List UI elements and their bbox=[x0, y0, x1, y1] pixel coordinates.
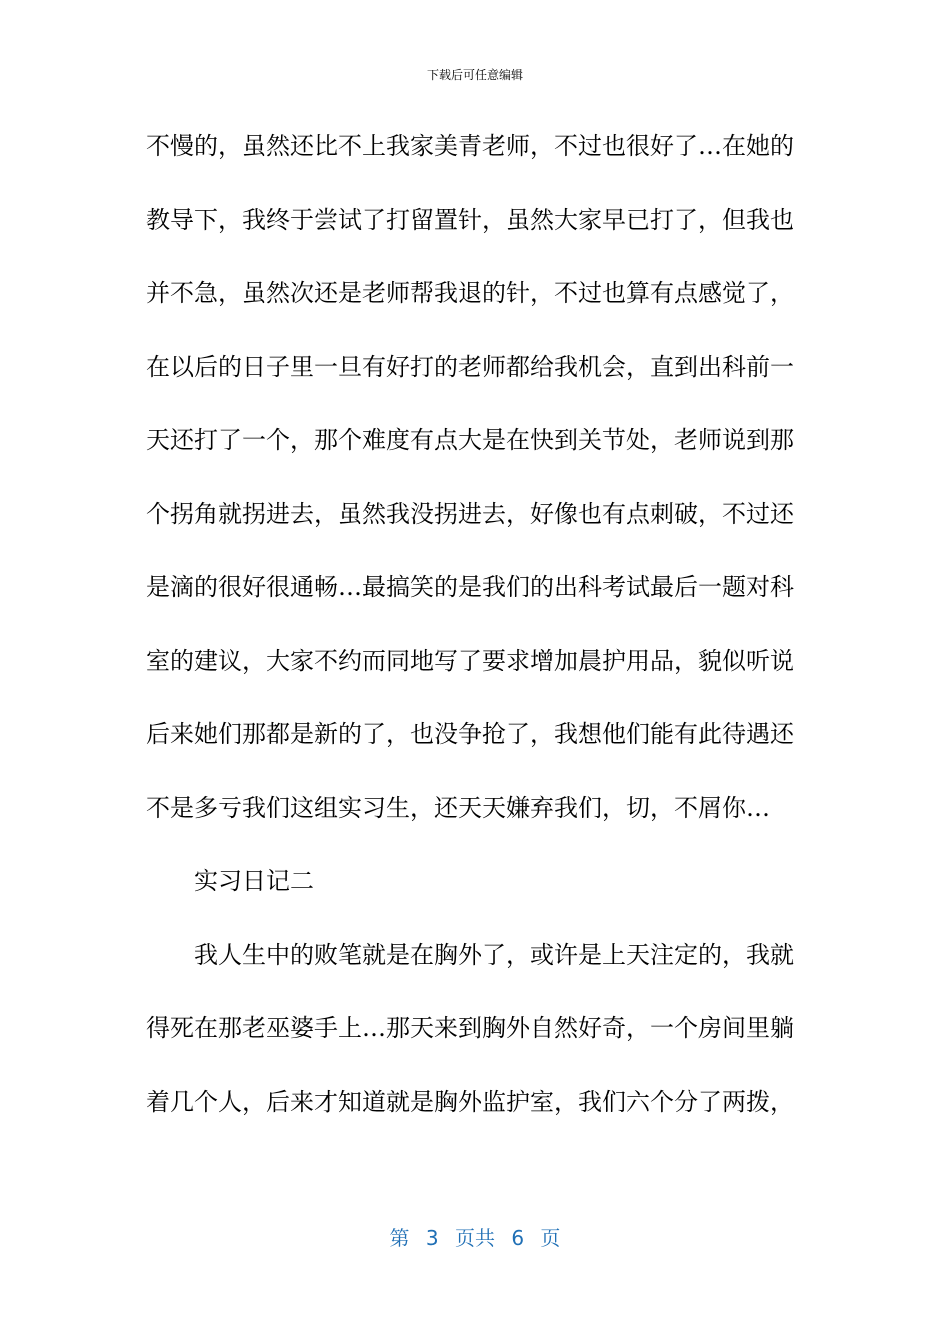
text-line: 天还打了一个，那个难度有点大是在快到关节处，老师说到那 bbox=[146, 426, 794, 454]
page-number-footer: 第 3 页共 6 页 bbox=[389, 1226, 561, 1250]
text-line: 在以后的日子里一旦有好打的老师都给我机会，直到出科前一 bbox=[146, 352, 794, 381]
text-line: 得死在那老巫婆手上…那天来到胸外自然好奇，一个房间里躺 bbox=[146, 1014, 794, 1042]
text-line: 不是多亏我们这组实习生，还天天嫌弃我们，切，不屑你… bbox=[146, 793, 770, 822]
section-heading: 实习日记二 bbox=[194, 867, 314, 895]
text-line: 个拐角就拐进去，虽然我没拐进去，好像也有点刺破，不过还 bbox=[146, 499, 794, 528]
text-line: 后来她们那都是新的了，也没争抢了，我想他们能有此待遇还 bbox=[146, 720, 794, 748]
text-line: 我人生中的败笔就是在胸外了，或许是上天注定的，我就 bbox=[194, 940, 794, 969]
text-line: 并不急，虽然次还是老师帮我退的针，不过也算有点感觉了， bbox=[146, 279, 794, 307]
page-header: 下载后可任意编辑 bbox=[426, 68, 523, 82]
document-body bbox=[146, 118, 798, 1147]
text-line: 着几个人，后来才知道就是胸外监护室，我们六个分了两拨， bbox=[146, 1087, 794, 1116]
text-line: 教导下，我终于尝试了打留置针，虽然大家早已打了，但我也 bbox=[146, 205, 794, 234]
text-line: 室的建议，大家不约而同地写了要求增加晨护用品，貌似听说 bbox=[146, 646, 794, 675]
text-line: 是滴的很好很通畅…最搞笑的是我们的出科考试最后一题对科 bbox=[146, 573, 794, 601]
text-line: 不慢的，虽然还比不上我家美青老师，不过也很好了…在她的 bbox=[146, 132, 794, 160]
